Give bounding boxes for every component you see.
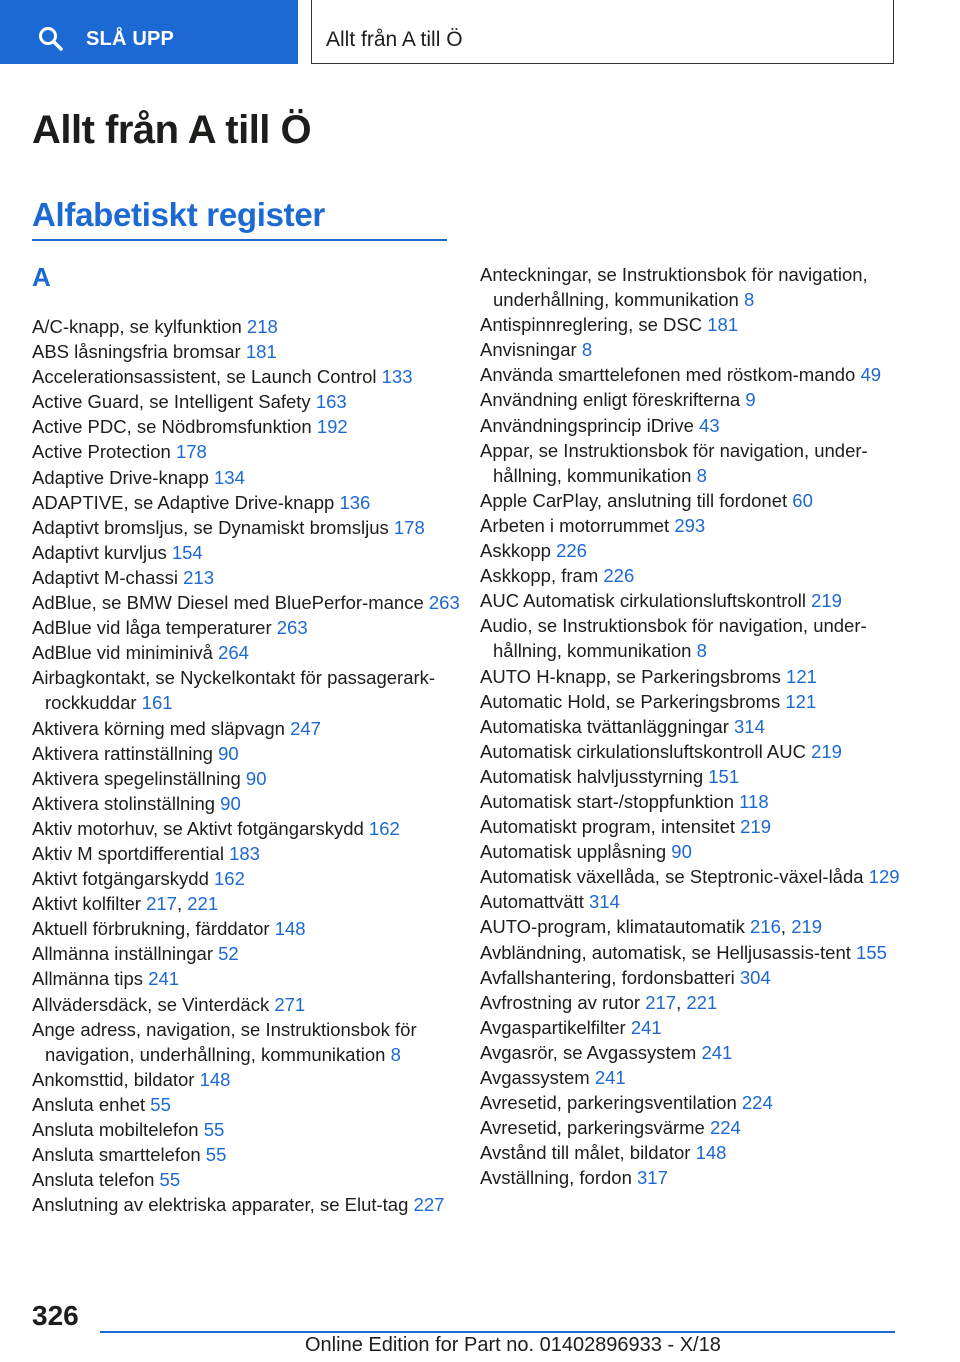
index-entry <box>480 337 900 362</box>
index-entry <box>480 764 900 789</box>
index-entry-text: Askkopp <box>480 540 551 562</box>
index-entry <box>32 465 462 490</box>
index-entry <box>480 864 900 889</box>
index-entry <box>32 389 462 414</box>
index-entry <box>32 314 462 339</box>
index-entry-text: Allmänna inställningar <box>32 943 213 965</box>
page-reference-link[interactable]: 8 <box>581 339 593 361</box>
index-entry-text: Avgassystem <box>480 1067 590 1088</box>
index-entry: AUTO-program, klimatautomatik 216, 219 <box>480 916 823 938</box>
index-entry <box>32 766 462 791</box>
index-entry <box>480 839 900 864</box>
page-reference-link[interactable]: 181 <box>245 341 277 363</box>
index-entry <box>480 1065 900 1090</box>
index-entry <box>480 889 900 914</box>
index-entry-text: Allvädersdäck, se Vinterdäck <box>32 993 270 1015</box>
index-entry-text: Aktivera stolinställning <box>32 792 216 814</box>
index-entry <box>32 590 462 615</box>
index-entry-text: Ankomsttid, bildator <box>32 1068 195 1090</box>
index-entry-text: Active Guard, se Intelligent Safety <box>32 391 311 413</box>
index-entry-text: Adaptivt kurvljus <box>32 541 167 563</box>
index-entry <box>32 515 462 540</box>
index-entry-text: AdBlue vid miniminivå <box>32 642 213 664</box>
index-entry-text: Ansluta telefon <box>32 1169 155 1191</box>
index-entry <box>32 716 462 741</box>
index-entry-text: Adaptive Drive-knapp <box>32 466 209 488</box>
index-entry-text: Avfallshantering, fordonsbatteri <box>480 966 735 988</box>
index-entry-text: Audio, se Instruktionsbok för navigation, under-hållning, kommunikation <box>480 615 867 662</box>
index-entry <box>480 940 900 965</box>
page-reference-link[interactable]: 151 <box>708 765 740 787</box>
index-entry <box>480 513 900 538</box>
search-icon <box>38 26 64 52</box>
index-entry <box>480 312 900 337</box>
index-entry <box>32 841 462 866</box>
index-entry <box>32 791 462 816</box>
index-entry-text: Avresetid, parkeringsventilation <box>480 1092 737 1114</box>
index-entry <box>32 1192 462 1217</box>
page-reference-link[interactable]: 219 <box>791 916 823 938</box>
index-entry-text: Active Protection <box>32 441 171 463</box>
index-entry <box>32 1142 462 1167</box>
index-entry <box>32 364 462 389</box>
index-entry-text: Ansluta mobiltelefon <box>32 1119 199 1140</box>
index-entry-text: Avställning, fordon <box>480 1167 632 1189</box>
page-reference-link[interactable]: 216 <box>750 916 781 938</box>
page-reference-link[interactable]: 178 <box>175 441 207 463</box>
index-entry-text: Aktuell förbrukning, färddator <box>32 918 270 940</box>
index-entry-text: Automattvätt <box>480 891 584 913</box>
page-reference-link[interactable]: 8 <box>743 289 755 311</box>
index-entry <box>32 640 462 665</box>
page-reference-link[interactable]: 213 <box>183 566 215 588</box>
page-reference-link[interactable]: 271 <box>274 993 306 1015</box>
page-title: Allt från A till Ö <box>32 108 312 152</box>
index-entry-text: Apple CarPlay, anslutning till fordonet <box>480 489 788 511</box>
page-reference-link[interactable]: 224 <box>709 1117 741 1139</box>
index-entry <box>480 1090 900 1115</box>
index-entry <box>480 438 900 488</box>
index-entry <box>480 588 900 613</box>
page-reference-link[interactable]: 162 <box>368 817 400 839</box>
page-reference-link[interactable]: 162 <box>214 868 245 890</box>
index-entry <box>32 941 462 966</box>
page-reference-link[interactable]: 43 <box>699 414 720 436</box>
page-reference-link[interactable]: 241 <box>594 1067 626 1088</box>
index-entry-text: Automatic Hold, se Parkeringsbroms <box>480 690 781 712</box>
index-entry-text: Avfrostning av rutor <box>480 991 641 1013</box>
index-entry-text: Anteckningar, se Instruktionsbok för navigation, underhållning, kommunikation <box>480 264 868 311</box>
index-entry-text: Allmänna tips <box>32 968 144 990</box>
page-reference-link[interactable]: 304 <box>739 966 771 988</box>
page-reference-link[interactable]: 247 <box>290 717 321 739</box>
index-entry <box>480 1165 900 1190</box>
index-entry-text: Accelerationsassistent, se Launch Control <box>32 366 377 388</box>
page-reference-link[interactable]: 263 <box>276 617 308 639</box>
page-reference-link[interactable]: 241 <box>148 968 180 990</box>
index-entry-text: ADAPTIVE, se Adaptive Drive-knapp <box>32 491 335 513</box>
index-entry <box>32 565 462 590</box>
page-reference-link[interactable]: 55 <box>203 1119 225 1140</box>
index-entry-text: Antispinnreglering, se DSC <box>480 314 703 336</box>
index-entry-text: Aktivt kolfilter <box>32 893 141 915</box>
index-entry <box>480 387 900 412</box>
index-entry-text: Använda smarttelefonen med röstkom-mando <box>480 364 856 386</box>
index-entry <box>32 866 462 891</box>
footer-rule <box>100 1331 895 1333</box>
index-entry-text: Automatisk cirkulationsluftskontroll AUC <box>480 740 806 762</box>
index-entry-text: Automatisk upplåsning <box>480 841 667 863</box>
index-entry-text: Adaptivt M-chassi <box>32 566 178 588</box>
index-entry <box>32 414 462 439</box>
page-reference-link[interactable]: 8 <box>696 464 707 486</box>
page-reference-link[interactable]: 219 <box>811 590 842 612</box>
index-entry: Avfrostning av rutor 217, 221 <box>480 991 718 1013</box>
page-reference-link[interactable]: 148 <box>199 1068 231 1090</box>
page-reference-link[interactable]: 9 <box>745 389 756 411</box>
index-letter-heading: A <box>32 262 51 292</box>
index-entry <box>480 739 900 764</box>
index-entry <box>480 714 900 739</box>
page-reference-link[interactable]: 219 <box>811 740 842 762</box>
index-entry-text: Avstånd till målet, bildator <box>480 1142 691 1164</box>
index-entry-text: Aktivera körning med släpvagn <box>32 717 285 739</box>
page-reference-link[interactable]: 226 <box>603 565 635 587</box>
index-entry-text: Arbeten i motorrummet <box>480 514 670 536</box>
index-entry <box>32 1067 462 1092</box>
index-entry-text: Anvisningar <box>480 339 577 361</box>
index-entry <box>480 789 900 814</box>
page-reference-link[interactable]: 217 <box>645 991 677 1013</box>
index-entry-text: Aktivera rattinställning <box>32 742 213 764</box>
index-entry-text: A/C-knapp, se kylfunktion <box>32 316 242 337</box>
index-entry-text: Användning enligt föreskrifterna <box>480 389 741 411</box>
page-reference-link[interactable]: 90 <box>218 742 239 764</box>
page-reference-link[interactable]: 55 <box>205 1144 227 1166</box>
index-entry-text: Aktivera spegelinställning <box>32 767 241 789</box>
index-entry-text: Användningsprincip iDrive <box>480 414 694 436</box>
index-entry <box>32 916 462 941</box>
page-reference-link[interactable]: 90 <box>220 792 241 814</box>
index-entry-text: Adaptivt bromsljus, se Dynamiskt bromsljus <box>32 516 389 538</box>
page-reference-link[interactable]: 148 <box>274 918 306 940</box>
page-reference-link[interactable]: 264 <box>218 642 249 664</box>
index-entry <box>480 689 900 714</box>
index-entry <box>480 413 900 438</box>
page-reference-link[interactable]: 221 <box>686 991 718 1013</box>
page-reference-link[interactable]: 317 <box>637 1167 668 1189</box>
section-title: Allt från A till Ö <box>326 28 463 51</box>
top-navigation-bar <box>0 0 960 66</box>
index-entry <box>480 613 900 663</box>
page-reference-link[interactable]: 118 <box>739 790 769 812</box>
index-entry <box>480 1015 900 1040</box>
page-reference-link[interactable]: 133 <box>381 366 413 388</box>
page-reference-link[interactable]: 178 <box>393 516 425 538</box>
page-reference-link[interactable]: 314 <box>734 715 765 737</box>
page-reference-link[interactable]: 8 <box>390 1043 401 1065</box>
page-reference-link[interactable]: 121 <box>785 690 817 712</box>
index-entry <box>480 563 900 588</box>
page-reference-link[interactable]: 218 <box>246 316 278 337</box>
index-entry-text: Appar, se Instruktionsbok för navigation, under-hållning, kommunikation <box>480 439 868 486</box>
page-reference-link[interactable]: 161 <box>141 692 173 714</box>
index-entry <box>480 362 900 387</box>
index-entry <box>32 741 462 766</box>
page-subtitle: Alfabetiskt register <box>32 196 325 233</box>
page-reference-link[interactable]: 136 <box>339 491 371 513</box>
index-entry-text: Automatiska tvättanläggningar <box>480 715 729 737</box>
search-button[interactable] <box>0 0 298 64</box>
index-entry <box>32 1167 462 1192</box>
page-reference-link[interactable]: 181 <box>707 314 739 336</box>
page-reference-link[interactable]: 192 <box>316 416 348 438</box>
page-reference-link[interactable]: 241 <box>701 1041 733 1063</box>
page-reference-link[interactable]: 90 <box>671 841 692 863</box>
page-reference-link[interactable]: 163 <box>315 391 347 413</box>
page-reference-link[interactable]: 227 <box>413 1194 445 1216</box>
page-reference-link[interactable]: 217 <box>146 893 177 915</box>
index-column-left <box>32 314 462 1217</box>
page-reference-link[interactable]: 90 <box>245 767 267 789</box>
page-reference-link[interactable]: 60 <box>792 489 813 511</box>
page-reference-link[interactable]: 314 <box>589 891 620 913</box>
index-entry-text: Avbländning, automatisk, se Helljusassis-tent <box>480 941 851 963</box>
index-entry-text: Airbagkontakt, se Nyckelkontakt för passagerark-rockkuddar <box>32 667 436 714</box>
index-entry <box>32 439 462 464</box>
index-entry <box>32 992 462 1017</box>
page-reference-link[interactable]: 49 <box>860 364 882 386</box>
index-column-right <box>480 262 900 1190</box>
index-entry-text: AUTO-program, klimatautomatik <box>480 916 745 938</box>
index-entry-text: AdBlue vid låga temperaturer <box>32 617 272 639</box>
index-entry-text: Automatisk växellåda, se Steptronic-växel-låda <box>480 866 864 888</box>
page-reference-link[interactable]: 148 <box>695 1142 727 1164</box>
subtitle-underline <box>32 239 447 241</box>
index-entry-text: Askkopp, fram <box>480 565 599 587</box>
index-entry <box>32 540 462 565</box>
search-button-label: SLÅ UPP <box>86 28 175 50</box>
index-entry-text: AUC Automatisk cirkulationsluftskontroll <box>480 590 806 612</box>
index-entry-text: Aktivt fotgängarskydd <box>32 868 209 890</box>
page-reference-link[interactable]: 263 <box>428 592 460 614</box>
page-reference-link[interactable]: 241 <box>630 1016 662 1038</box>
index-entry-text: Automatisk start-/stoppfunktion <box>480 790 734 812</box>
page-reference-link[interactable]: 121 <box>786 665 817 687</box>
page-reference-link[interactable]: 129 <box>868 866 900 888</box>
index-entry <box>32 816 462 841</box>
index-entry <box>32 490 462 515</box>
page-number: 326 <box>32 1300 79 1331</box>
index-entry <box>480 965 900 990</box>
index-entry-text: Ange adress, navigation, se Instruktionsbok för navigation, underhållning, kommunikation <box>32 1018 417 1065</box>
index-entry-text: Automatisk halvljusstyrning <box>480 765 704 787</box>
section-title-box <box>311 0 894 64</box>
index-entry-text: Avgaspartikelfilter <box>480 1016 626 1038</box>
index-entry <box>480 664 900 689</box>
page-reference-link[interactable]: 226 <box>556 540 587 562</box>
index-entry-text: Active PDC, se Nödbromsfunktion <box>32 416 312 438</box>
index-entry <box>32 1117 462 1142</box>
index-entry <box>480 262 900 312</box>
index-entry-text: AdBlue, se BMW Diesel med BluePerfor-mance <box>32 592 424 614</box>
index-entry <box>32 1092 462 1117</box>
index-entry-text: Anslutning av elektriska apparater, se Elut-tag <box>32 1194 409 1216</box>
index-entry-text: Avresetid, parkeringsvärme <box>480 1117 705 1139</box>
footer-edition-text: Online Edition for Part no. 01402896933 - X/18 <box>305 1334 721 1356</box>
page-reference-link[interactable]: 224 <box>741 1092 773 1114</box>
page-reference-link[interactable]: 154 <box>171 541 203 563</box>
index-entry-text: ABS låsningsfria bromsar <box>32 341 241 363</box>
index-entry <box>480 1115 900 1140</box>
page-reference-link[interactable]: 221 <box>187 893 219 915</box>
index-entry-text: Avgasrör, se Avgassystem <box>480 1041 697 1063</box>
page-reference-link[interactable]: 155 <box>856 941 887 963</box>
index-entry-text: Ansluta enhet <box>32 1093 146 1115</box>
index-entry <box>480 538 900 563</box>
index-entry-text: AUTO H-knapp, se Parkeringsbroms <box>480 665 781 687</box>
page-reference-link[interactable]: 293 <box>674 514 706 536</box>
page-reference-link[interactable]: 55 <box>150 1093 171 1115</box>
page-reference-link[interactable]: 55 <box>159 1169 181 1191</box>
index-entry-text: Aktiv M sportdifferential <box>32 842 224 864</box>
page-reference-link[interactable]: 134 <box>214 466 245 488</box>
index-entry-text: Ansluta smarttelefon <box>32 1144 201 1166</box>
index-entry <box>480 488 900 513</box>
page-reference-link[interactable]: 219 <box>740 816 772 838</box>
index-entry <box>480 814 900 839</box>
index-entry-text: Automatiskt program, intensitet <box>480 816 735 838</box>
index-entry: Aktivt kolfilter 217, 221 <box>32 893 219 915</box>
index-entry <box>480 1140 900 1165</box>
index-entry <box>32 966 462 991</box>
index-entry <box>32 665 462 715</box>
page-reference-link[interactable]: 183 <box>229 842 260 864</box>
index-entry-text: Aktiv motorhuv, se Aktivt fotgängarskydd <box>32 817 364 839</box>
index-entry <box>32 339 462 364</box>
index-entry <box>480 1040 900 1065</box>
page-reference-link[interactable]: 52 <box>218 943 239 965</box>
page-reference-link[interactable]: 8 <box>696 640 707 662</box>
index-entry <box>32 1017 462 1067</box>
index-entry <box>32 615 462 640</box>
